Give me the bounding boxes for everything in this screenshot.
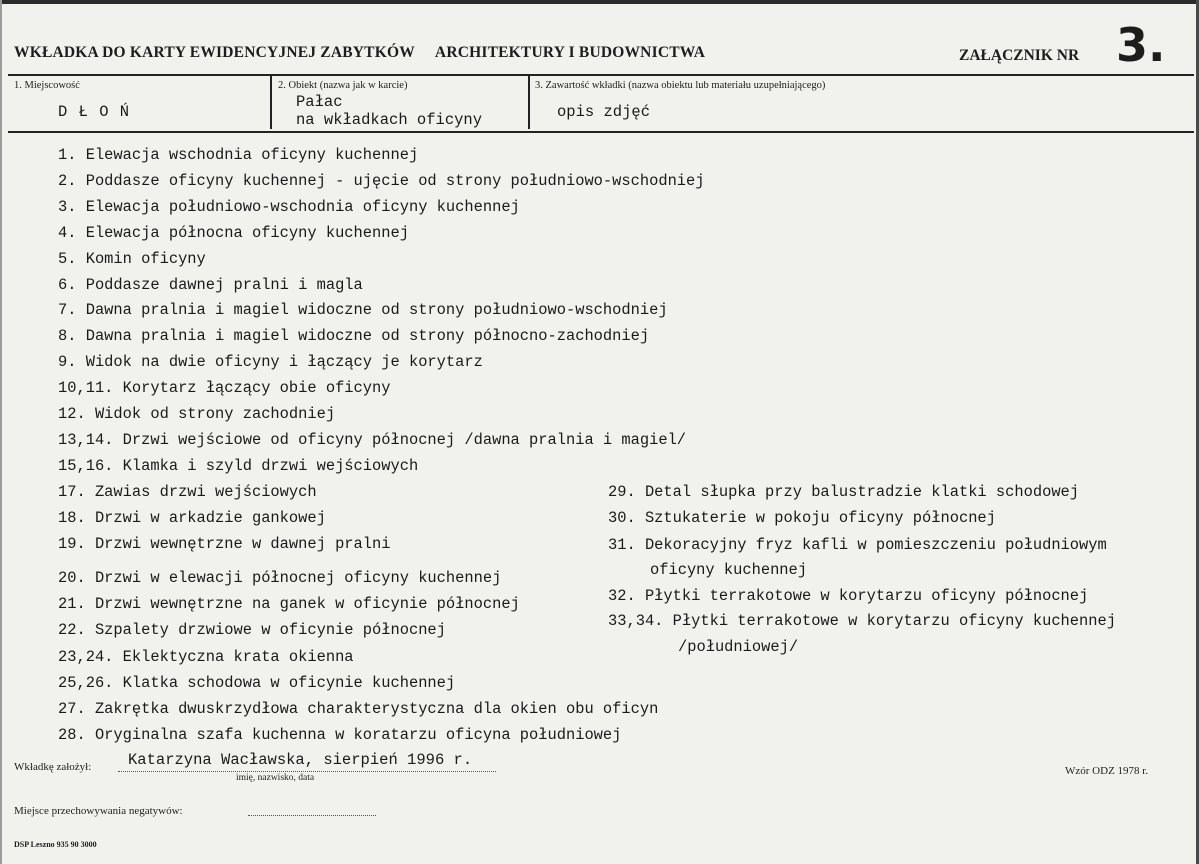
field-separator-2 xyxy=(528,76,530,129)
list-item: 28. Oryginalna szafa kuchenna w koratarzu oficyna południowej xyxy=(58,726,622,744)
list-item: 8. Dawna pralnia i magiel widoczne od strony północno-zachodniej xyxy=(58,327,650,345)
list-item: 31. Dekoracyjny fryz kafli w pomieszczeniu południowym xyxy=(608,536,1107,554)
locality-value: D Ł O Ń xyxy=(58,103,131,121)
list-item: 1. Elewacja wschodnia oficyny kuchennej xyxy=(58,146,419,164)
list-item: 10,11. Korytarz łączący obie oficyny xyxy=(58,379,391,397)
fields-divider xyxy=(8,131,1194,133)
print-info: DSP Leszno 935 90 3000 xyxy=(14,840,97,849)
negatives-label: Miejsce przechowywania negatywów: xyxy=(14,805,183,817)
list-item: 15,16. Klamka i szyld drzwi wejściowych xyxy=(58,457,419,475)
list-item: 19. Drzwi wewnętrzne w dawnej pralni xyxy=(58,535,391,553)
list-item: 32. Płytki terrakotowe w korytarzu oficyny północnej xyxy=(608,587,1089,605)
list-item: 3. Elewacja południowo-wschodnia oficyny kuchennej xyxy=(58,198,520,216)
list-item: 6. Poddasze dawnej pralni i magla xyxy=(58,276,363,294)
list-item: 17. Zawias drzwi wejściowych xyxy=(58,483,317,501)
list-item: 22. Szpalety drzwiowe w oficynie północnej xyxy=(58,621,446,639)
list-item: 23,24. Eklektyczna krata okienna xyxy=(58,648,354,666)
top-border xyxy=(0,0,1199,4)
list-item: 4. Elewacja północna oficyny kuchennej xyxy=(58,224,409,242)
list-item: 9. Widok na dwie oficyny i łączący je korytarz xyxy=(58,353,483,371)
list-item: 20. Drzwi w elewacji północnej oficyny kuchennej xyxy=(58,569,502,587)
list-item: 27. Zakrętka dwuskrzydłowa charakterystyczna dla okien obu oficyn xyxy=(58,700,659,718)
list-item: 21. Drzwi wewnętrzne na ganek w oficynie północnej xyxy=(58,595,520,613)
locality-label: 1. Miejscowość xyxy=(14,80,80,91)
list-item: 25,26. Klatka schodowa w oficynie kuchennej xyxy=(58,674,456,692)
author-value: Katarzyna Wacławska, sierpień 1996 r. xyxy=(128,751,473,769)
list-item: 12. Widok od strony zachodniej xyxy=(58,405,336,423)
form-title-part1: WKŁADKA DO KARTY EWIDENCYJNEJ ZABYTKÓW xyxy=(14,44,415,61)
object-value-line2: na wkładkach oficyny xyxy=(296,111,483,129)
list-item: 7. Dawna pralnia i magiel widoczne od strony południowo-wschodniej xyxy=(58,301,668,319)
attachment-number: 3. xyxy=(1116,18,1166,72)
list-item: 33,34. Płytki terrakotowe w korytarzu oficyny kuchennej xyxy=(608,612,1116,630)
author-label: Wkładkę założył: xyxy=(14,761,92,773)
attachment-label: ZAŁĄCZNIK NR xyxy=(959,47,1080,64)
template-version: Wzór ODZ 1978 r. xyxy=(1065,765,1149,777)
author-hint: imię, nazwisko, data xyxy=(236,773,315,783)
list-item: 30. Sztukaterie w pokoju oficyny północnej xyxy=(608,509,996,527)
object-value-line1: Pałac xyxy=(296,93,343,111)
negatives-dotted-line xyxy=(248,815,376,816)
contents-value: opis zdjęć xyxy=(557,103,651,121)
contents-label: 3. Zawartość wkładki (nazwa obiektu lub materiału uzupełniającego) xyxy=(535,80,826,91)
list-item: 29. Detal słupka przy balustradzie klatki schodowej xyxy=(608,483,1080,501)
field-separator-1 xyxy=(270,76,272,129)
list-item: 18. Drzwi w arkadzie gankowej xyxy=(58,509,326,527)
header-divider xyxy=(8,74,1194,76)
list-item-continuation: /południowej/ xyxy=(678,638,799,656)
list-item: 5. Komin oficyny xyxy=(58,250,206,268)
list-item: 13,14. Drzwi wejściowe od oficyny północnej /dawna pralnia i magiel/ xyxy=(58,431,687,449)
author-dotted-line xyxy=(118,771,496,772)
object-label: 2. Obiekt (nazwa jak w karcie) xyxy=(278,80,408,91)
form-title xyxy=(14,44,705,62)
form-title-part2: ARCHITEKTURY I BUDOWNICTWA xyxy=(434,44,706,61)
left-border xyxy=(0,0,2,864)
list-item-continuation: oficyny kuchennej xyxy=(650,561,808,579)
list-item: 2. Poddasze oficyny kuchennej - ujęcie od strony południowo-wschodniej xyxy=(58,172,705,190)
